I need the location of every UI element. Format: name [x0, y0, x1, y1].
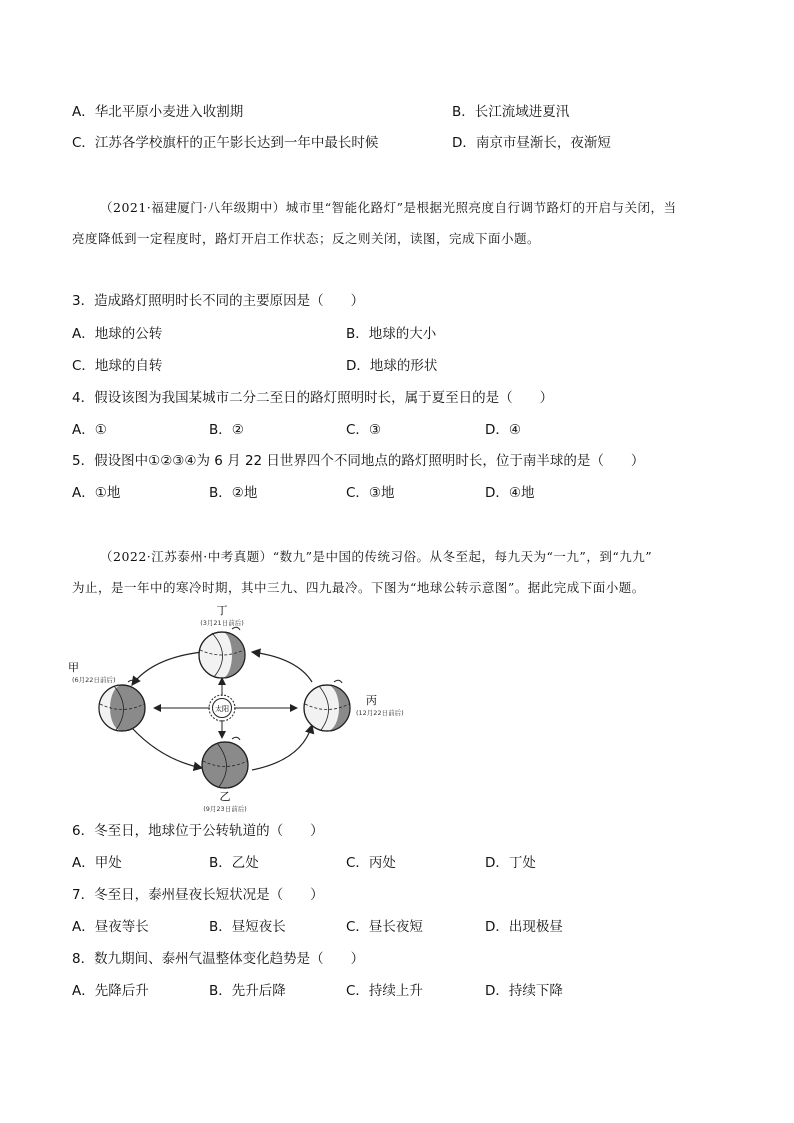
- orbit-arc-jia-to-yi: [132, 728, 202, 768]
- date-yi: (9月23日前后): [203, 805, 247, 813]
- question-6-stem: 6．冬至日，地球位于公转轨道的（ ）: [72, 823, 324, 839]
- question-6-option-c: C．丙处: [346, 855, 396, 871]
- question-5-option-d: D．④地: [485, 485, 535, 501]
- question-6-option-a: A．甲处: [72, 855, 122, 871]
- question-8-stem: 8．数九期间、泰州气温整体变化趋势是（ ）: [72, 951, 365, 967]
- label-ding: 丁: [216, 604, 228, 617]
- question-4-option-d: D．④: [485, 422, 521, 438]
- question-8-option-c: C．持续上升: [346, 983, 423, 999]
- option-d: D．南京市昼渐长，夜渐短: [452, 135, 611, 151]
- question-7-option-a: A．昼夜等长: [72, 919, 149, 935]
- passage-2-line-1: （2022·江苏泰州·中考真题）“数九”是中国的传统习俗。从冬至起，每九天为“一九”，到“九九”: [100, 549, 653, 564]
- question-7-option-d: D．出现极昼: [485, 919, 563, 935]
- globe-yi-icon: [202, 737, 248, 788]
- option-b: B．长江流域进夏汛: [452, 104, 570, 120]
- question-8-option-d: D．持续下降: [485, 983, 563, 999]
- question-7-option-b: B．昼短夜长: [209, 919, 286, 935]
- globe-ding-icon: [199, 627, 245, 678]
- question-5-option-c: C．③地: [346, 485, 395, 501]
- option-a: A．华北平原小麦进入收割期: [72, 104, 244, 120]
- date-bing: (12月22日前后): [356, 709, 404, 717]
- orbit-arc-ding-to-jia: [132, 652, 202, 685]
- date-jia: (6月22日前后): [72, 676, 116, 684]
- passage-1-line-2: 亮度降低到一定程度时，路灯开启工作状态；反之则关闭，读图，完成下面小题。: [72, 231, 541, 246]
- globe-jia-icon: [99, 680, 145, 731]
- question-3-option-b: B．地球的大小: [346, 326, 437, 342]
- date-ding: (3月21日前后): [200, 619, 244, 627]
- question-7-option-c: C．昼长夜短: [346, 919, 423, 935]
- option-c: C．江苏各学校旗杆的正午影长达到一年中最长时候: [72, 135, 379, 151]
- question-8-option-a: A．先降后升: [72, 983, 149, 999]
- question-5-stem: 5．假设图中①②③④为 6 月 22 日世界四个不同地点的路灯照明时长，位于南半球的是（ ）: [72, 453, 645, 469]
- question-3-option-a: A．地球的公转: [72, 326, 163, 342]
- passage-2-line-2: 为止，是一年中的寒冷时期，其中三九、四九最冷。下图为“地球公转示意图”。据此完成下面小题。: [72, 580, 645, 595]
- question-4-option-a: A．①: [72, 422, 107, 438]
- question-6-option-b: B．乙处: [209, 855, 259, 871]
- globe-bing-icon: [304, 680, 350, 731]
- question-6-option-d: D．丁处: [485, 855, 536, 871]
- passage-1-line-1: （2021·福建厦门·八年级期中）城市里“智能化路灯”是根据光照亮度自行调节路灯的开启与关闭，当: [100, 200, 677, 215]
- earth-revolution-diagram: [62, 600, 422, 815]
- label-jia: 甲: [68, 661, 79, 674]
- question-4-option-b: B．②: [209, 422, 244, 438]
- question-5-option-b: B．②地: [209, 485, 258, 501]
- orbit-arc-bing-to-ding: [252, 652, 312, 682]
- question-4-option-c: C．③: [346, 422, 382, 438]
- label-yi: 乙: [219, 790, 231, 803]
- question-3-option-c: C．地球的自转: [72, 358, 163, 374]
- orbit-arc-yi-to-bing: [252, 725, 312, 770]
- question-8-option-b: B．先升后降: [209, 983, 286, 999]
- sun-label: 太阳: [215, 705, 229, 713]
- label-bing: 丙: [366, 694, 377, 707]
- question-3-option-d: D．地球的形状: [346, 358, 438, 374]
- question-3-stem: 3．造成路灯照明时长不同的主要原因是（ ）: [72, 293, 365, 309]
- question-5-option-a: A．①地: [72, 485, 121, 501]
- question-7-stem: 7．冬至日，泰州昼夜长短状况是（ ）: [72, 887, 324, 903]
- question-4-stem: 4．假设该图为我国某城市二分二至日的路灯照明时长，属于夏至日的是（ ）: [72, 390, 554, 406]
